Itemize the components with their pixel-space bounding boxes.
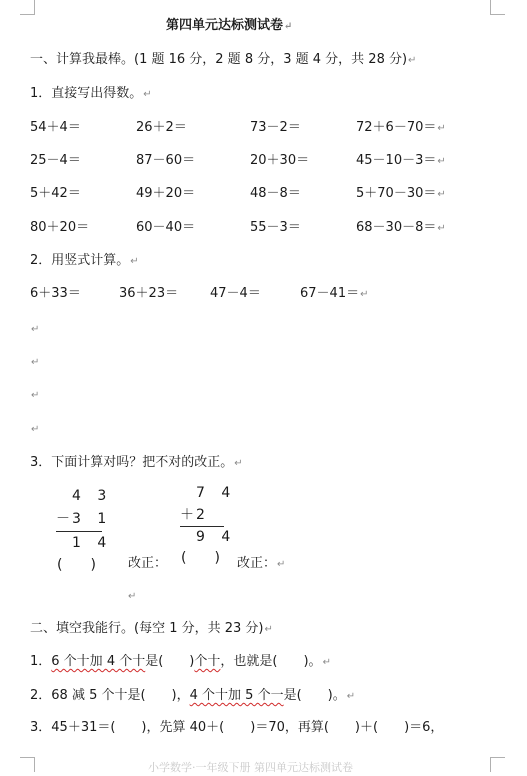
calc-bottom-number: 2 [196, 507, 211, 523]
question-1-label: 1．直接写出得数。↵ [30, 86, 152, 101]
problem: 73－2＝ [250, 120, 301, 135]
problem: 25－4＝ [30, 153, 81, 168]
page-title: 第四单元达标测试卷↵ [166, 18, 293, 33]
paragraph-mark: ↵ [31, 390, 40, 401]
problem: 36＋23＝ [119, 286, 179, 301]
question-2-label: 2．用竖式计算。↵ [30, 253, 139, 268]
problem: 26＋2＝ [136, 120, 187, 135]
section-1-heading: 一、计算我最棒。(1 题 16 分，2 题 8 分，3 题 4 分，共 28 分)↵ [30, 52, 417, 67]
page-footer: 小学数学·一年级下册 第四单元达标测试卷 [148, 761, 353, 774]
calc-bottom-number: 3 1 [72, 511, 113, 527]
problem: 67－41＝↵ [300, 286, 369, 301]
fix-label-b: 改正：↵ [237, 556, 286, 571]
question-3-label: 3．下面计算对吗？把不对的改正。↵ [30, 455, 243, 470]
crop-mark-top-left [20, 0, 35, 15]
problem: 54＋4＝ [30, 120, 81, 135]
problem: 80＋20＝ [30, 220, 90, 235]
calc-operator: － [56, 511, 70, 527]
judgement-blank-a[interactable]: ( ) [57, 557, 96, 573]
crop-mark-top-right [490, 0, 505, 15]
calc-top-number: 7 4 [196, 485, 237, 501]
problem: 5＋42＝ [30, 186, 81, 201]
fix-label-a: 改正： [128, 556, 168, 571]
paragraph-mark: ↵ [31, 424, 40, 435]
calc-operator: ＋ [180, 507, 194, 523]
crop-mark-bottom-right [490, 757, 505, 772]
calc-result: 9 4 [196, 529, 237, 545]
problem: 6＋33＝ [30, 286, 81, 301]
paragraph-mark: ↵ [128, 591, 137, 602]
problem: 47－4＝ [210, 286, 261, 301]
calc-top-number: 4 3 [72, 488, 113, 504]
calc-line [180, 526, 224, 527]
problem: 49＋20＝ [136, 186, 196, 201]
calc-line [56, 531, 102, 532]
calc-result: 1 4 [72, 535, 113, 551]
problem: 48－8＝ [250, 186, 301, 201]
problem: 87－60＝ [136, 153, 196, 168]
judgement-blank-b[interactable]: ( ) [181, 550, 220, 566]
problem: 60－40＝ [136, 220, 196, 235]
problem: 20＋30＝ [250, 153, 310, 168]
problem: 55－3＝ [250, 220, 301, 235]
fill-question-1: 1．6 个十加 4 个十是( )个十，也就是( )。↵ [30, 654, 331, 669]
fill-question-3: 3．45＋31＝( )，先算 40＋( )＝70，再算( )＋( )＝6， [30, 720, 444, 735]
problem: 45－10－3＝↵ [356, 153, 446, 168]
section-2-heading: 二、填空我能行。(每空 1 分，共 23 分)↵ [30, 621, 273, 636]
problem: 68－30－8＝↵ [356, 220, 446, 235]
fill-question-2: 2．68 减 5 个十是( )，4 个十加 5 个一是( )。↵ [30, 688, 356, 703]
crop-mark-bottom-left [20, 757, 35, 772]
paragraph-mark: ↵ [31, 324, 40, 335]
paragraph-mark: ↵ [31, 357, 40, 368]
problem: 5＋70－30＝↵ [356, 186, 446, 201]
problem: 72＋6－70＝↵ [356, 120, 446, 135]
